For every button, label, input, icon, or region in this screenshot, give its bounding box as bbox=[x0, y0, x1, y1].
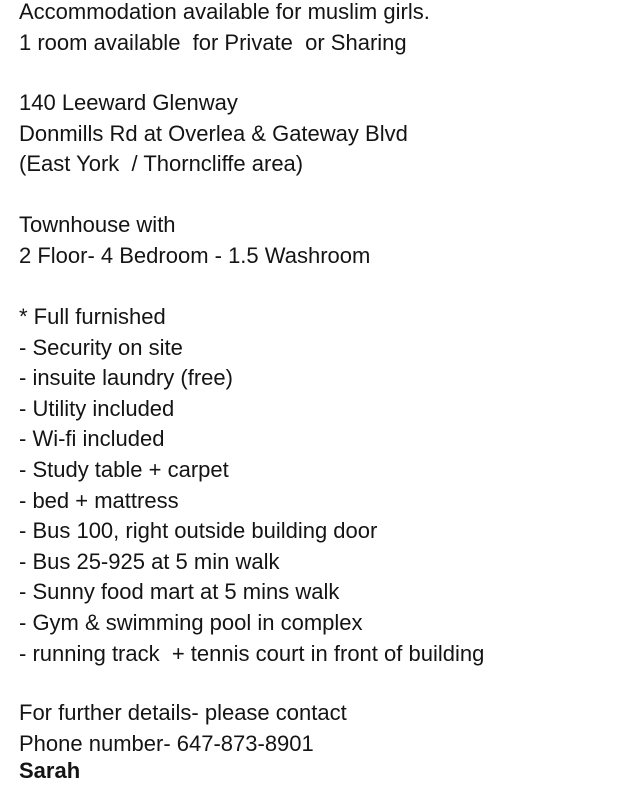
address-section bbox=[19, 88, 640, 180]
list-item: - running track + tennis court in front of building bbox=[19, 640, 485, 666]
intro-section bbox=[19, 0, 640, 58]
room-availability: 1 room available for Private or Sharing bbox=[19, 29, 407, 55]
list-item: - Study table + carpet bbox=[19, 456, 229, 482]
headline: Accommodation available for muslim girls. bbox=[19, 0, 430, 24]
list-item: - Bus 100, right outside building door bbox=[19, 518, 378, 544]
area-name: (East York / Thorncliffe area) bbox=[19, 151, 304, 177]
list-item: - Bus 25-925 at 5 min walk bbox=[19, 548, 280, 574]
list-item: - insuite laundry (free) bbox=[19, 365, 233, 391]
list-item: - Wi-fi included bbox=[19, 426, 165, 452]
list-item: - Security on site bbox=[19, 334, 183, 360]
phone-number: Phone number- 647-873-8901 bbox=[19, 730, 314, 756]
home-layout: 2 Floor- 4 Bedroom - 1.5 Washroom bbox=[19, 242, 371, 268]
list-item: * Full furnished bbox=[19, 304, 166, 329]
contact-section bbox=[19, 698, 640, 759]
cross-streets: Donmills Rd at Overlea & Gateway Blvd bbox=[19, 120, 408, 146]
list-item: - Gym & swimming pool in complex bbox=[19, 609, 363, 635]
home-type: Townhouse with bbox=[19, 212, 176, 237]
home-section bbox=[19, 210, 640, 271]
list-item: - bed + mattress bbox=[19, 487, 179, 513]
features-list bbox=[19, 302, 640, 669]
contact-name-cutoff: Sarah bbox=[19, 758, 81, 783]
list-item: - Sunny food mart at 5 mins walk bbox=[19, 579, 340, 605]
contact-prompt: For further details- please contact bbox=[19, 700, 347, 725]
list-item: - Utility included bbox=[19, 395, 175, 421]
street-address: 140 Leeward Glenway bbox=[19, 90, 238, 115]
